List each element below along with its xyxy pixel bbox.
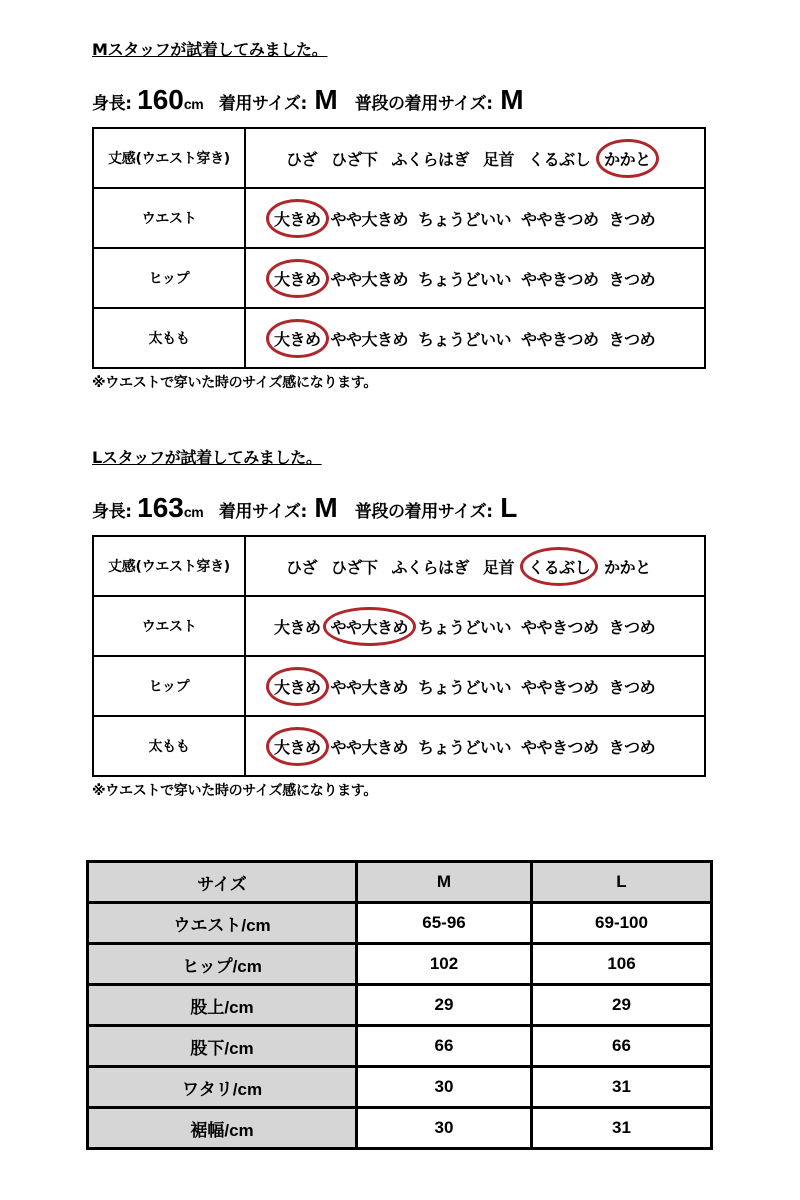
fit-option-selected: 大きめ xyxy=(274,731,321,762)
fit-table-m xyxy=(92,127,706,369)
fit-option: やや大きめ xyxy=(330,737,409,757)
fit-row-label: 丈感(ウエスト穿き) xyxy=(93,536,245,596)
size-value-l: 29 xyxy=(532,985,712,1026)
size-value-m: 29 xyxy=(357,985,532,1026)
trial-l-note: ※ウエストで穿いた時のサイズ感になります。 xyxy=(92,783,378,799)
fit-option: やや大きめ xyxy=(330,269,409,289)
fit-row xyxy=(93,308,705,368)
size-value-m: 66 xyxy=(357,1026,532,1067)
size-row-label: ウエスト/cm xyxy=(88,903,357,944)
height-unit: cm xyxy=(183,504,204,520)
size-value-l: 31 xyxy=(532,1108,712,1149)
fit-option: きつめ xyxy=(608,329,656,349)
fit-option: ひざ xyxy=(286,149,318,169)
fit-option: きつめ xyxy=(608,209,656,229)
size-value-m: 65-96 xyxy=(357,903,532,944)
height-unit: cm xyxy=(183,96,204,112)
fit-row xyxy=(93,128,705,188)
fit-row xyxy=(93,188,705,248)
fit-options-cell xyxy=(245,188,705,248)
fit-row xyxy=(93,656,705,716)
size-value-m: 30 xyxy=(357,1108,532,1149)
size-row-label: 股下/cm xyxy=(88,1026,357,1067)
fit-option: ややきつめ xyxy=(521,677,599,697)
fit-option: くるぶし xyxy=(528,149,591,169)
trial-m-note: ※ウエストで穿いた時のサイズ感になります。 xyxy=(92,375,378,391)
fit-option: ふくらはぎ xyxy=(391,149,470,169)
size-row-rise xyxy=(88,985,712,1026)
fit-row-label: ウエスト xyxy=(93,596,245,656)
fit-row-label: ヒップ xyxy=(93,248,245,308)
size-value-l: 106 xyxy=(532,944,712,985)
size-value-l: 69-100 xyxy=(532,903,712,944)
fit-row xyxy=(93,716,705,776)
fit-option: ひざ下 xyxy=(331,149,378,169)
fit-option: きつめ xyxy=(608,617,656,637)
trial-m-measurements: 身長: 160cm 着用サイズ: M 普段の着用サイズ: M xyxy=(92,84,524,115)
fit-row-label: 太もも xyxy=(93,308,245,368)
fit-option: ちょうどいい xyxy=(418,677,512,697)
fit-row-label: 太もも xyxy=(93,716,245,776)
fit-option: 大きめ xyxy=(274,617,321,637)
fit-option-selected: くるぶし xyxy=(528,551,590,582)
worn-size-value: M xyxy=(314,492,338,523)
fit-option-selected: 大きめ xyxy=(274,671,321,702)
size-spec-table xyxy=(86,860,713,1150)
size-value-m: 30 xyxy=(357,1067,532,1108)
fit-option: ややきつめ xyxy=(521,737,599,757)
fit-row xyxy=(93,248,705,308)
height-value: 160 xyxy=(137,84,184,115)
fit-option: ややきつめ xyxy=(521,617,599,637)
trial-m-section xyxy=(92,38,706,394)
fit-options-cell xyxy=(245,596,705,656)
size-row-label: 股上/cm xyxy=(88,985,357,1026)
fit-option: ちょうどいい xyxy=(418,209,512,229)
fit-option: やや大きめ xyxy=(330,329,409,349)
fit-option: やや大きめ xyxy=(330,209,409,229)
fit-row-label: ウエスト xyxy=(93,188,245,248)
usual-size-value: M xyxy=(500,84,524,115)
fit-option: ちょうどいい xyxy=(418,269,512,289)
size-row-hip xyxy=(88,944,712,985)
trial-l-section xyxy=(92,446,706,802)
fit-option: きつめ xyxy=(608,269,656,289)
fit-option: ひざ xyxy=(286,557,318,577)
fit-option-selected: 大きめ xyxy=(274,263,321,294)
fit-option: ややきつめ xyxy=(521,209,599,229)
worn-size-value: M xyxy=(314,84,338,115)
fit-option: ふくらはぎ xyxy=(391,557,470,577)
fit-option-selected: かかと xyxy=(604,143,651,174)
size-row-label: 裾幅/cm xyxy=(88,1108,357,1149)
fit-options-cell xyxy=(245,716,705,776)
trial-m-title: Mスタッフが試着してみました。 xyxy=(92,40,328,59)
fit-option: やや大きめ xyxy=(330,677,409,697)
size-value-m: 102 xyxy=(357,944,532,985)
size-row-hem xyxy=(88,1108,712,1149)
size-value-l: 31 xyxy=(532,1067,712,1108)
fit-option-selected: 大きめ xyxy=(274,203,321,234)
size-table-header xyxy=(88,862,712,903)
size-row-inseam xyxy=(88,1026,712,1067)
fit-option: ちょうどいい xyxy=(418,737,512,757)
height-value: 163 xyxy=(137,492,184,523)
fit-option: ひざ下 xyxy=(331,557,378,577)
size-header-label: サイズ xyxy=(88,862,357,903)
height-label: 身長 xyxy=(92,502,126,522)
fit-option: かかと xyxy=(604,557,651,577)
fit-row xyxy=(93,536,705,596)
worn-size-label: 着用サイズ xyxy=(218,94,301,114)
fit-option: ややきつめ xyxy=(521,269,599,289)
fit-option-selected: 大きめ xyxy=(274,323,321,354)
height-label: 身長 xyxy=(92,94,126,114)
trial-l-title: Lスタッフが試着してみました。 xyxy=(92,448,322,467)
fit-options-cell xyxy=(245,656,705,716)
fit-option: きつめ xyxy=(608,737,656,757)
usual-size-label: 普段の着用サイズ xyxy=(354,502,487,522)
fit-options-cell xyxy=(245,248,705,308)
size-header-m: M xyxy=(357,862,532,903)
fit-option-selected: やや大きめ xyxy=(331,611,409,642)
size-row-thigh xyxy=(88,1067,712,1108)
size-row-label: ヒップ/cm xyxy=(88,944,357,985)
usual-size-value: L xyxy=(500,492,517,523)
fit-option: ちょうどいい xyxy=(418,329,512,349)
fit-row-label: ヒップ xyxy=(93,656,245,716)
fit-options-cell xyxy=(245,128,705,188)
fit-option: 足首 xyxy=(483,557,515,577)
size-value-l: 66 xyxy=(532,1026,712,1067)
fit-option: きつめ xyxy=(608,677,656,697)
worn-size-label: 着用サイズ xyxy=(218,502,301,522)
fit-option: ややきつめ xyxy=(521,329,599,349)
fit-option: ちょうどいい xyxy=(418,617,512,637)
trial-l-measurements: 身長: 163cm 着用サイズ: M 普段の着用サイズ: L xyxy=(92,492,517,523)
fit-row-label: 丈感(ウエスト穿き) xyxy=(93,128,245,188)
fit-table-l xyxy=(92,535,706,777)
fit-option: 足首 xyxy=(483,149,515,169)
usual-size-label: 普段の着用サイズ xyxy=(354,94,487,114)
fit-options-cell xyxy=(245,536,705,596)
fit-options-cell xyxy=(245,308,705,368)
size-row-waist xyxy=(88,903,712,944)
fit-row xyxy=(93,596,705,656)
size-row-label: ワタリ/cm xyxy=(88,1067,357,1108)
size-header-l: L xyxy=(532,862,712,903)
